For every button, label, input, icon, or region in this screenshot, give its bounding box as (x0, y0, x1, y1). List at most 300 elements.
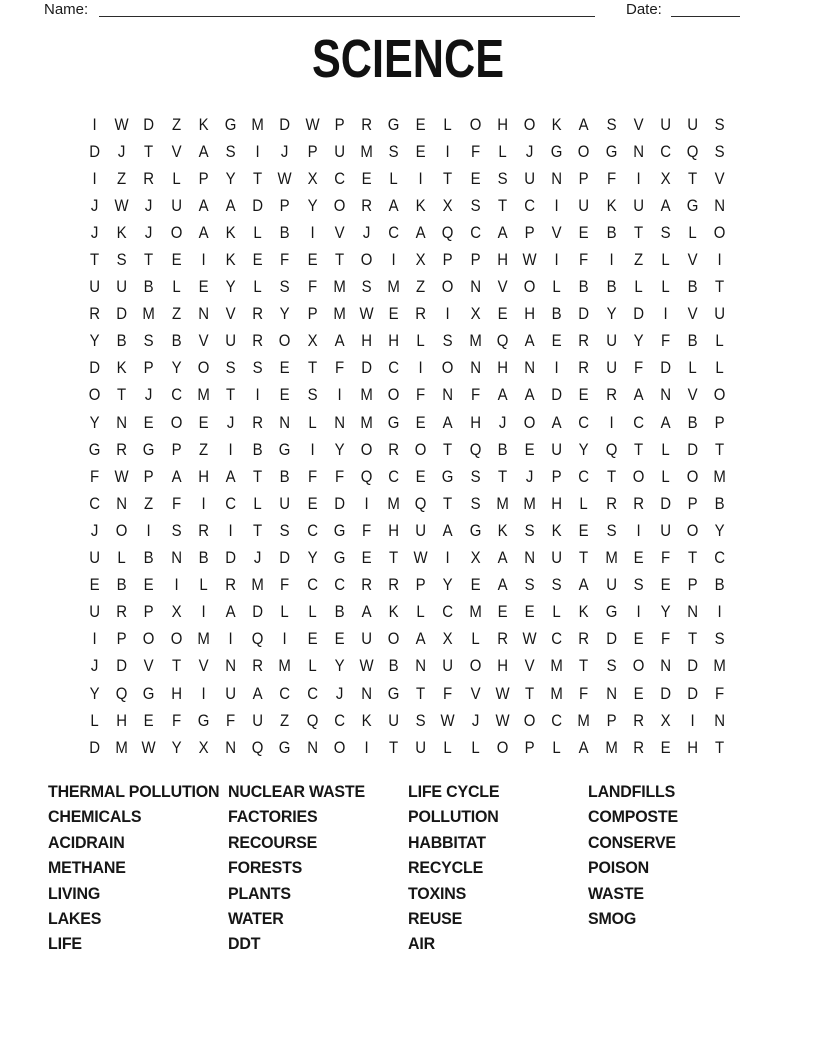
grid-letter: B (687, 277, 698, 297)
grid-letter: U (415, 520, 427, 540)
grid-letter: B (143, 548, 154, 568)
grid-letter: L (443, 114, 453, 134)
grid-letter: F (361, 520, 372, 540)
grid-letter: E (524, 439, 535, 459)
grid-letter: E (388, 304, 399, 324)
grid-letter: N (524, 358, 535, 378)
grid-letter: Q (605, 439, 617, 459)
word-list-item: SMOG (588, 908, 637, 928)
grid-letter: E (143, 575, 154, 595)
grid-letter: U (660, 114, 671, 134)
grid-letter: F (579, 683, 589, 703)
grid-letter: S (361, 277, 372, 297)
grid-letter: L (117, 548, 126, 568)
word-list-item: FACTORIES (228, 807, 318, 827)
grid-letter: A (334, 331, 345, 351)
grid-letter: O (442, 358, 454, 378)
grid-letter: V (198, 656, 209, 676)
grid-letter: S (225, 358, 236, 378)
word-list-column (48, 779, 228, 957)
grid-letter: L (688, 358, 697, 378)
grid-letter: B (279, 222, 290, 242)
grid-letter: S (225, 141, 236, 161)
grid-letter: I (717, 250, 722, 270)
grid-letter: P (687, 493, 698, 513)
grid-letter: P (578, 168, 589, 188)
grid-letter: X (198, 737, 209, 757)
grid-letter: K (551, 114, 562, 134)
grid-letter: D (252, 195, 264, 215)
grid-letter: L (307, 602, 317, 622)
grid-letter: J (525, 466, 534, 486)
grid-letter: R (578, 358, 590, 378)
grid-letter: G (197, 710, 210, 730)
grid-letter: E (415, 141, 426, 161)
grid-letter: I (636, 602, 641, 622)
grid-letter: Y (334, 656, 345, 676)
grid-letter: E (334, 629, 345, 649)
grid-letter: I (717, 602, 722, 622)
grid-letter: E (497, 602, 508, 622)
grid-letter: T (715, 737, 725, 757)
word-list-item: WASTE (588, 883, 644, 903)
grid-letter: B (714, 575, 725, 595)
grid-letter: G (279, 439, 291, 459)
grid-letter: I (690, 710, 695, 730)
grid-letter: S (660, 222, 671, 242)
grid-letter: B (687, 331, 698, 351)
grid-letter: O (714, 222, 726, 242)
grid-letter: C (306, 520, 318, 540)
grid-letter: Y (89, 412, 100, 432)
grid-letter: L (715, 331, 725, 351)
grid-letter: R (252, 656, 264, 676)
grid-letter: A (415, 629, 426, 649)
grid-letter: D (660, 358, 671, 378)
grid-letter: U (116, 277, 128, 297)
grid-letter: T (497, 195, 507, 215)
grid-letter: J (145, 195, 153, 215)
grid-letter: U (279, 493, 291, 513)
grid-letter: B (252, 439, 263, 459)
grid-letter: N (306, 737, 318, 757)
letter-grid (81, 111, 734, 761)
grid-letter: U (605, 331, 617, 351)
grid-letter: R (388, 575, 400, 595)
grid-letter: B (606, 277, 617, 297)
grid-letter: P (307, 304, 318, 324)
grid-letter: T (579, 656, 589, 676)
grid-letter: S (524, 575, 535, 595)
grid-letter: T (253, 520, 263, 540)
grid-letter: S (470, 493, 481, 513)
grid-letter: L (443, 737, 453, 757)
word-list-item: FORESTS (228, 858, 303, 878)
grid-letter: D (279, 114, 291, 134)
grid-letter: M (496, 493, 509, 513)
grid-letter: M (115, 737, 129, 757)
grid-letter: B (198, 548, 209, 568)
grid-letter: N (469, 277, 481, 297)
grid-letter: O (523, 114, 536, 134)
word-list (48, 779, 768, 957)
grid-letter: O (115, 520, 128, 540)
grid-letter: A (497, 548, 508, 568)
grid-letter: C (279, 683, 291, 703)
word-list-item: THERMAL POLLUTION (48, 782, 220, 801)
grid-letter: S (606, 114, 617, 134)
grid-letter: D (116, 304, 128, 324)
grid-letter: B (116, 575, 127, 595)
grid-letter: O (170, 629, 182, 649)
grid-letter: L (552, 737, 561, 757)
grid-letter: C (578, 466, 590, 486)
grid-letter: I (445, 304, 451, 324)
grid-letter: T (606, 466, 616, 486)
word-list-item: LIFE CYCLE (408, 782, 500, 801)
grid-letter: E (470, 575, 481, 595)
grid-letter: A (551, 412, 562, 432)
grid-letter: R (497, 629, 508, 649)
date-fill-line (671, 0, 740, 17)
grid-letter: E (89, 575, 100, 595)
grid-letter: C (632, 412, 644, 432)
grid-letter: S (714, 141, 725, 161)
grid-letter: C (469, 222, 481, 242)
grid-letter: R (116, 439, 128, 459)
grid-letter: S (606, 656, 617, 676)
grid-letter: V (633, 114, 644, 134)
grid-letter: B (551, 304, 562, 324)
grid-letter: D (605, 629, 617, 649)
grid-letter: C (551, 629, 563, 649)
grid-letter: D (578, 304, 590, 324)
grid-letter: W (495, 683, 510, 703)
header (0, 0, 816, 20)
grid-letter: A (252, 683, 263, 703)
grid-letter: G (686, 195, 699, 215)
grid-letter: H (388, 331, 400, 351)
grid-letter: R (632, 493, 644, 513)
grid-letter: R (632, 710, 644, 730)
grid-letter: G (387, 412, 400, 432)
grid-letter: O (469, 656, 482, 676)
grid-letter: L (171, 168, 181, 188)
grid-letter: T (253, 168, 263, 188)
grid-letter: I (228, 629, 233, 649)
grid-letter: U (89, 548, 100, 568)
grid-letter: F (171, 493, 181, 513)
word-list-item: HABBITAT (408, 832, 486, 852)
grid-letter: R (578, 629, 590, 649)
grid-letter: I (310, 222, 315, 242)
grid-letter: L (171, 277, 181, 297)
grid-letter: K (361, 710, 372, 730)
grid-letter: G (442, 466, 454, 486)
grid-letter: M (333, 277, 346, 297)
grid-letter: O (360, 439, 373, 459)
grid-letter: N (660, 385, 671, 405)
grid-letter: H (170, 683, 182, 703)
grid-letter: A (361, 602, 372, 622)
grid-letter: J (145, 385, 153, 405)
word-list-item: CHEMICALS (48, 807, 142, 827)
grid-letter: L (471, 629, 480, 649)
grid-letter: N (442, 385, 454, 405)
grid-letter: S (307, 385, 318, 405)
grid-letter: A (198, 195, 209, 215)
grid-letter: A (443, 520, 454, 540)
grid-letter: V (334, 222, 345, 242)
grid-letter: M (468, 331, 482, 351)
grid-letter: C (306, 575, 318, 595)
grid-letter: Q (115, 683, 128, 703)
grid-letter: T (633, 439, 643, 459)
grid-letter: F (334, 466, 344, 486)
grid-letter: T (416, 683, 426, 703)
grid-letter: N (524, 548, 535, 568)
grid-letter: A (198, 222, 209, 242)
grid-letter: A (497, 385, 508, 405)
grid-letter: I (201, 602, 206, 622)
word-list-item: RECOURSE (228, 832, 318, 852)
grid-letter: U (252, 710, 264, 730)
grid-letter: D (660, 683, 671, 703)
grid-letter: X (470, 304, 481, 324)
grid-letter: J (145, 222, 153, 242)
grid-letter: I (636, 168, 641, 188)
grid-letter: A (578, 575, 589, 595)
grid-letter: I (364, 493, 369, 513)
grid-letter: G (224, 114, 237, 134)
grid-letter: L (416, 331, 426, 351)
grid-letter: M (251, 575, 264, 595)
grid-letter: L (253, 493, 262, 513)
grid-letter: O (387, 629, 400, 649)
word-list-column (588, 779, 768, 957)
grid-letter: D (225, 548, 236, 568)
grid-letter: T (307, 358, 317, 378)
grid-letter: W (440, 710, 456, 730)
grid-letter: T (633, 222, 643, 242)
grid-letter: B (497, 439, 508, 459)
grid-letter: E (660, 737, 671, 757)
puzzle-title: SCIENCE (311, 29, 505, 89)
grid-letter: F (660, 548, 671, 568)
grid-letter: A (497, 575, 508, 595)
grid-letter: Q (469, 439, 482, 459)
grid-letter: R (632, 737, 644, 757)
grid-letter: I (92, 168, 97, 188)
grid-letter: R (225, 575, 236, 595)
grid-letter: A (171, 466, 182, 486)
grid-letter: D (687, 683, 699, 703)
grid-letter: J (118, 141, 126, 161)
grid-letter: R (252, 331, 264, 351)
grid-letter: L (661, 466, 670, 486)
grid-letter: T (715, 277, 725, 297)
grid-letter: O (686, 466, 699, 486)
grid-letter: S (443, 331, 454, 351)
grid-letter: A (443, 412, 454, 432)
grid-letter: Y (307, 195, 318, 215)
word-list-item: AIR (408, 934, 435, 954)
grid-letter: L (253, 277, 262, 297)
word-list-item: LIFE (48, 934, 82, 954)
grid-letter: D (687, 656, 699, 676)
word-list-item: ACIDRAIN (48, 832, 125, 852)
grid-letter: Y (171, 737, 182, 757)
grid-letter: C (578, 412, 590, 432)
grid-letter: Y (334, 439, 345, 459)
grid-letter: E (198, 412, 209, 432)
grid-letter: T (334, 250, 344, 270)
grid-letter: L (416, 602, 426, 622)
grid-letter: U (388, 710, 400, 730)
word-list-item: COMPOSTE (588, 807, 678, 827)
grid-letter: J (335, 683, 344, 703)
grid-letter: X (443, 629, 454, 649)
grid-letter: C (333, 575, 345, 595)
grid-letter: E (524, 602, 535, 622)
grid-letter: C (306, 683, 318, 703)
grid-letter: U (714, 304, 726, 324)
grid-letter: W (141, 737, 157, 757)
grid-letter: K (388, 602, 399, 622)
grid-letter: F (90, 466, 100, 486)
grid-letter: L (634, 277, 643, 297)
grid-letter: K (198, 114, 209, 134)
grid-letter: Y (307, 548, 318, 568)
grid-letter: T (171, 656, 181, 676)
grid-letter: C (225, 493, 236, 513)
grid-letter: L (389, 168, 398, 188)
grid-letter: K (606, 195, 617, 215)
grid-letter: E (361, 548, 372, 568)
grid-letter: S (279, 520, 290, 540)
grid-letter: D (89, 358, 100, 378)
grid-letter: C (551, 710, 563, 730)
grid-letter: W (359, 304, 374, 324)
grid-letter: U (333, 141, 345, 161)
grid-letter: M (523, 493, 536, 513)
grid-letter: J (253, 548, 262, 568)
grid-letter: M (333, 304, 346, 324)
grid-letter: Y (225, 168, 236, 188)
grid-letter: H (116, 710, 128, 730)
grid-letter: I (201, 683, 206, 703)
grid-letter: E (198, 277, 209, 297)
grid-letter: A (415, 222, 426, 242)
grid-letter: H (469, 412, 481, 432)
grid-letter: H (687, 737, 699, 757)
grid-letter: U (89, 277, 100, 297)
grid-letter: N (333, 412, 345, 432)
grid-letter: F (280, 250, 290, 270)
grid-letter: U (225, 683, 236, 703)
grid-letter: N (632, 141, 644, 161)
grid-letter: I (391, 250, 396, 270)
grid-letter: X (660, 168, 671, 188)
grid-letter: L (307, 412, 317, 432)
grid-letter: U (605, 575, 617, 595)
grid-letter: U (578, 195, 590, 215)
grid-letter: J (525, 141, 534, 161)
grid-letter: I (228, 439, 233, 459)
grid-letter: I (310, 439, 315, 459)
grid-letter: A (388, 195, 399, 215)
grid-letter: N (687, 602, 699, 622)
grid-letter: T (688, 629, 698, 649)
grid-letter: T (525, 683, 535, 703)
grid-letter: S (143, 331, 154, 351)
grid-letter: F (443, 683, 453, 703)
grid-letter: I (609, 412, 614, 432)
grid-letter: L (498, 141, 507, 161)
grid-letter: P (524, 222, 535, 242)
grid-letter: G (333, 548, 346, 568)
grid-letter: F (225, 710, 236, 730)
grid-letter: Y (225, 277, 236, 297)
grid-letter: E (551, 331, 562, 351)
grid-letter: C (333, 168, 345, 188)
grid-letter: I (418, 168, 423, 188)
grid-letter: B (143, 277, 154, 297)
grid-letter: F (606, 168, 616, 188)
word-list-item: RECYCLE (408, 858, 484, 878)
grid-letter: V (198, 331, 209, 351)
grid-letter: W (413, 548, 428, 568)
grid-letter: E (633, 629, 644, 649)
grid-letter: R (361, 114, 372, 134)
grid-letter: T (443, 168, 453, 188)
grid-letter: T (688, 168, 698, 188)
grid-letter: T (715, 439, 725, 459)
word-list-item: DDT (228, 934, 261, 954)
grid-letter: N (225, 737, 236, 757)
grid-letter: W (277, 168, 292, 188)
grid-letter: I (418, 358, 423, 378)
grid-letter: O (333, 195, 346, 215)
grid-letter: A (578, 737, 589, 757)
grid-letter: L (552, 602, 561, 622)
grid-letter: B (578, 277, 589, 297)
word-list-column (408, 779, 588, 957)
grid-letter: L (688, 222, 697, 242)
grid-letter: Q (360, 466, 373, 486)
grid-letter: U (361, 629, 372, 649)
grid-letter: Z (171, 304, 181, 324)
grid-letter: M (550, 683, 564, 703)
grid-letter: P (143, 358, 154, 378)
grid-letter: L (661, 439, 670, 459)
grid-letter: J (471, 710, 479, 730)
grid-letter: L (90, 710, 99, 730)
grid-letter: D (687, 439, 699, 459)
grid-letter: E (252, 250, 263, 270)
grid-letter: U (551, 548, 563, 568)
grid-letter: P (606, 710, 617, 730)
grid-letter: W (114, 195, 129, 215)
grid-letter: X (660, 710, 671, 730)
word-list-item: METHANE (48, 858, 126, 878)
grid-letter: E (660, 575, 671, 595)
grid-letter: Q (251, 629, 264, 649)
grid-letter: H (497, 250, 508, 270)
grid-letter: N (660, 656, 671, 676)
grid-letter: H (197, 466, 209, 486)
grid-letter: S (116, 250, 127, 270)
